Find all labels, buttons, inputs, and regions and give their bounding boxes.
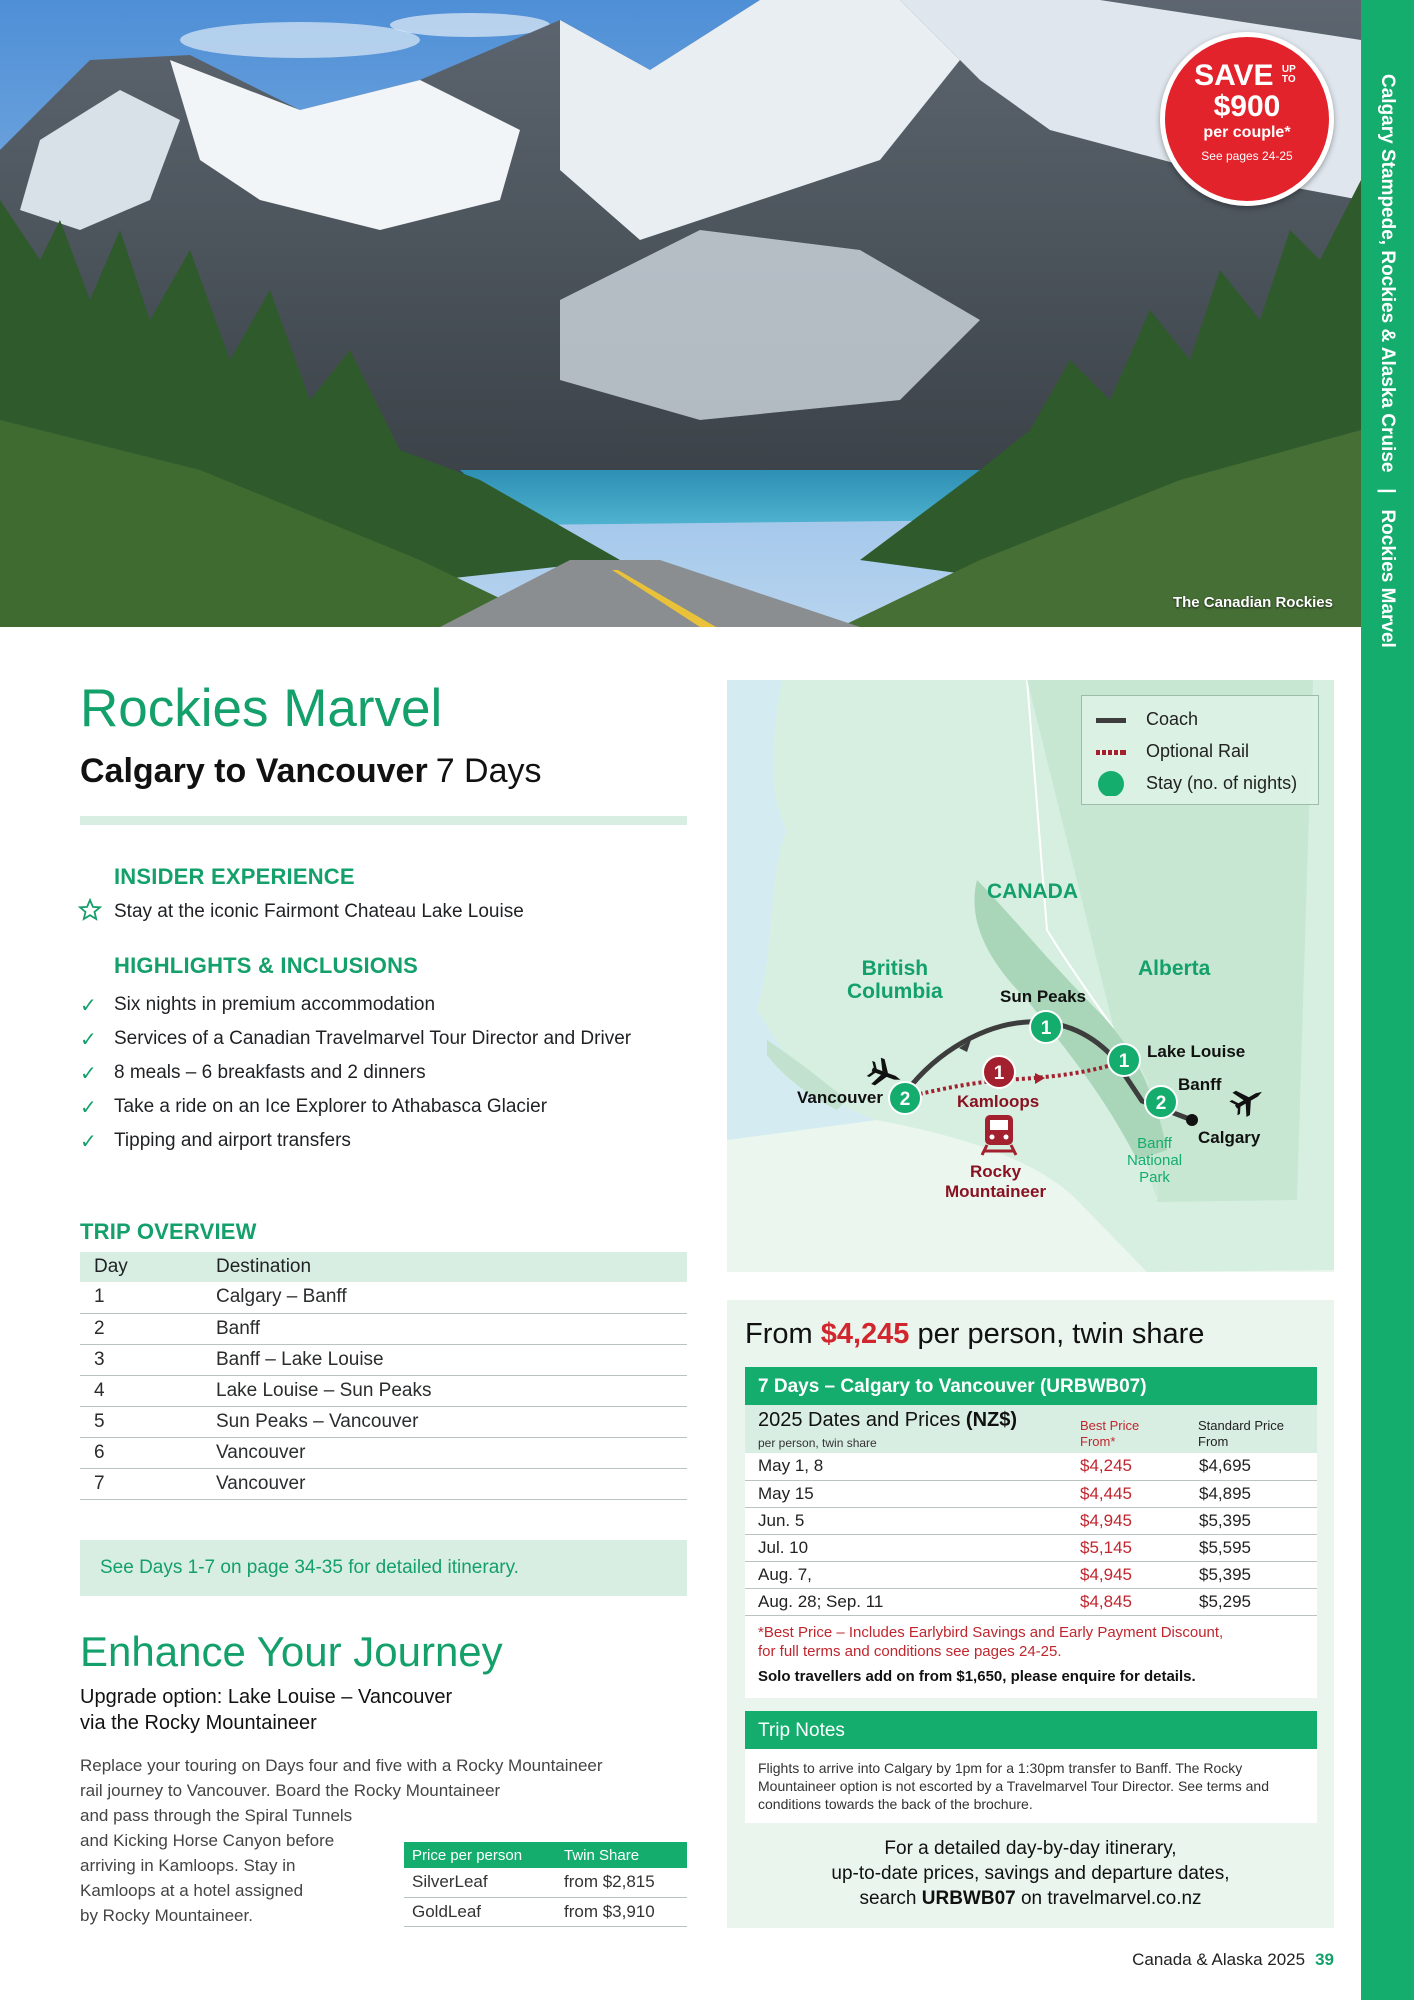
route-map [727,680,1334,1272]
legend-rail: Optional Rail [1146,741,1250,761]
table-row [404,1897,687,1926]
destination-cell: Vancouver [202,1468,687,1499]
hero-image [0,0,1361,627]
trip-notes-heading: Trip Notes [745,1711,1317,1749]
tour-code-bar: 7 Days – Calgary to Vancouver (URBWB07) [745,1367,1317,1405]
standard-price-cell: $4,695 [1199,1453,1317,1480]
highlights-heading: HIGHLIGHTS & INCLUSIONS [114,953,419,978]
from-price: $4,245 [820,1318,910,1350]
from-prefix: From [745,1318,813,1350]
upgrade-line: Upgrade option: Lake Louise – Vancouver [80,1686,453,1708]
badge-see-pages: See pages 24-25 [1201,149,1293,163]
map-label-bc [847,957,943,1003]
col-price-per-person: Price per person [404,1842,556,1868]
dates-subtitle: per person, twin share [758,1436,877,1450]
trip-notes-text: Flights to arrive into Calgary by 1pm for a 1:30pm transfer to Banff. The Rocky Mountaineer option is not escorted by a Travelmarvel Tour Director. See terms and conditions towards the back of the brochure. [758,1760,1269,1812]
overview-heading: TRIP OVERVIEW [80,1219,257,1244]
table-row [80,1406,687,1437]
best-price-cell: $4,445 [1080,1480,1199,1507]
destination-cell: Vancouver [202,1437,687,1468]
destination-cell: Banff [202,1313,687,1344]
date-cell: Jun. 5 [745,1507,1080,1534]
cta-website[interactable]: on travelmarvel.co.nz [1015,1888,1202,1909]
destination-cell: Lake Louise – Sun Peaks [202,1375,687,1406]
dates-currency: (NZ$) [965,1409,1018,1431]
cta-line: For a detailed day-by-day itinerary, [884,1838,1177,1859]
best-price-header [1080,1418,1139,1450]
header-line: Best Price [1080,1418,1140,1433]
highlight-item: Services of a Canadian Travelmarvel Tour Director and Driver [114,1028,632,1049]
table-row [745,1507,1317,1534]
map-label-line: Banff [1137,1135,1172,1152]
map-label-banff: Banff [1178,1075,1222,1094]
table-header-row [80,1252,687,1282]
col-destination: Destination [202,1252,687,1282]
map-label-alberta: Alberta [1138,957,1211,980]
price-cell: from $3,910 [556,1897,687,1926]
upgrade-option [80,1684,452,1736]
table-row [80,1282,687,1313]
destination-cell: Sun Peaks – Vancouver [202,1406,687,1437]
body-line: arriving in Kamloops. Stay in [80,1856,296,1875]
check-icon: ✓ [80,1063,97,1085]
day-cell: 7 [80,1468,202,1499]
standard-price-cell: $5,395 [1199,1561,1317,1588]
table-row [80,1437,687,1468]
body-line: by Rocky Mountaineer. [80,1906,253,1925]
day-cell: 4 [80,1375,202,1406]
map-label-line: Rocky [970,1162,1022,1181]
page-footer [1132,1950,1334,1970]
check-icon: ✓ [80,1029,97,1051]
class-cell: SilverLeaf [404,1868,556,1897]
enhance-title: Enhance Your Journey [80,1628,503,1675]
map-label-line: Park [1139,1169,1170,1186]
dates-title [758,1409,1017,1432]
legend-coach: Coach [1146,709,1199,729]
table-row [404,1868,687,1897]
check-icon: ✓ [80,995,97,1017]
note-line: for full terms and conditions see pages 24-25. [758,1643,1062,1660]
highlight-item: Take a ride on an Ice Explorer to Athabasca Glacier [114,1096,548,1117]
map-label-kamloops: Kamloops [957,1092,1040,1111]
day-cell: 5 [80,1406,202,1437]
tour-subtitle [80,752,542,791]
stay-nights-kamloops: 1 [993,1063,1005,1084]
upgrade-price-table [404,1842,687,1927]
body-line: Replace your touring on Days four and five with a Rocky Mountaineer [80,1756,603,1775]
tour-code: URBWB07 [921,1888,1016,1909]
date-cell: Aug. 7, [745,1561,1080,1588]
check-icon: ✓ [80,1097,97,1119]
stay-nights-vancouver: 2 [899,1089,911,1110]
table-row [745,1480,1317,1507]
check-icon: ✓ [80,1131,97,1153]
date-cell: May 15 [745,1480,1080,1507]
badge-save: SAVE [1194,59,1274,92]
best-price-cell: $4,945 [1080,1561,1199,1588]
map-label-sun-peaks: Sun Peaks [1000,987,1086,1006]
side-strip [1361,0,1414,2000]
note-line: *Best Price – Includes Earlybird Savings and Early Payment Discount, [758,1624,1224,1641]
header-line: Standard Price [1198,1418,1284,1433]
best-price-cell: $4,245 [1080,1453,1199,1480]
legend-swatches [1094,706,1134,796]
header-line: From* [1080,1434,1116,1449]
standard-price-cell: $4,895 [1199,1480,1317,1507]
stay-nights-lake-louise: 1 [1118,1051,1130,1072]
call-to-action [727,1836,1334,1911]
best-price-cell: $5,145 [1080,1534,1199,1561]
hero-caption: The Canadian Rockies [1172,594,1333,611]
best-price-cell: $4,945 [1080,1507,1199,1534]
highlight-item: Six nights in premium accommodation [114,994,436,1015]
stay-swatch [1098,771,1124,796]
map-label-rocky-mountaineer [945,1162,1046,1202]
tour-title: Rockies Marvel [80,679,443,738]
day-cell: 1 [80,1282,202,1313]
table-header-row [404,1842,687,1868]
table-row [80,1468,687,1499]
page-number: 39 [1315,1950,1334,1969]
body-line: Kamloops at a hotel assigned [80,1881,304,1900]
highlight-item: 8 meals – 6 breakfasts and 2 dinners [114,1062,426,1083]
side-strip-text: Calgary Stampede, Rockies & Alaska Cruise | Rockies Marvel [1377,74,1398,648]
coach-swatch [1096,718,1126,723]
best-price-cell: $4,845 [1080,1588,1199,1615]
highlight-item: Tipping and airport transfers [114,1130,351,1151]
trip-overview-table [80,1252,687,1500]
standard-price-header [1198,1418,1284,1450]
table-row [80,1344,687,1375]
badge-up-to: UP TO [1281,64,1296,85]
header-line: From [1198,1434,1229,1449]
date-cell: Jul. 10 [745,1534,1080,1561]
upgrade-line: via the Rocky Mountaineer [80,1712,317,1734]
standard-price-cell: $5,395 [1199,1507,1317,1534]
solo-traveller-note: Solo travellers add on from $1,650, please enquire for details. [758,1668,1196,1685]
cta-text: search [859,1888,922,1909]
map-label-calgary: Calgary [1198,1128,1261,1147]
table-row [745,1561,1317,1588]
badge-per: per couple* [1203,124,1291,141]
save-badge [1160,32,1334,206]
table-row [80,1375,687,1406]
body-line: and Kicking Horse Canyon before [80,1831,335,1850]
stay-nights-sun-peaks: 1 [1040,1018,1052,1039]
cta-line [727,1886,1334,1911]
legend-stay: Stay (no. of nights) [1146,773,1298,793]
tour-route: Calgary to Vancouver [80,752,428,790]
day-cell: 2 [80,1313,202,1344]
from-suffix: per person, twin share [917,1318,1205,1350]
class-cell: GoldLeaf [404,1897,556,1926]
col-day: Day [80,1252,202,1282]
table-row [745,1453,1317,1480]
map-label-canada: CANADA [987,880,1078,903]
date-cell: May 1, 8 [745,1453,1080,1480]
col-twin-share: Twin Share [556,1842,687,1868]
destination-cell: Calgary – Banff [202,1282,687,1313]
tour-duration: 7 Days [435,752,542,790]
table-row [80,1313,687,1344]
table-row [745,1588,1317,1615]
map-label-line: Mountaineer [945,1182,1047,1201]
standard-price-cell: $5,595 [1199,1534,1317,1561]
price-cell: from $2,815 [556,1868,687,1897]
insider-item: Stay at the iconic Fairmont Chateau Lake Louise [114,901,524,922]
dates-prices-table [745,1453,1317,1616]
best-price-note [758,1623,1223,1661]
standard-price-cell: $5,295 [1199,1588,1317,1615]
day-cell: 3 [80,1344,202,1375]
badge-amount: $900 [1213,90,1281,123]
map-legend [1081,695,1319,805]
table-row [745,1534,1317,1561]
map-label-line: National [1127,1152,1183,1169]
map-label-vancouver: Vancouver [797,1088,883,1107]
body-line: and pass through the Spiral Tunnels [80,1806,353,1825]
from-price-line [745,1318,1204,1351]
insider-heading: INSIDER EXPERIENCE [114,864,355,889]
map-label-lake-louise: Lake Louise [1147,1042,1246,1061]
map-label-banff-park [1127,1135,1182,1186]
dates-title-text: 2025 Dates and Prices [758,1409,966,1431]
map-label-line: Columbia [847,980,943,1003]
stay-nights-banff: 2 [1155,1093,1167,1114]
destination-cell: Banff – Lake Louise [202,1344,687,1375]
day-cell: 6 [80,1437,202,1468]
footer-label: Canada & Alaska 2025 [1132,1950,1306,1969]
title-divider [80,816,687,825]
date-cell: Aug. 28; Sep. 11 [745,1588,1080,1615]
cta-line: up-to-date prices, savings and departure dates, [831,1863,1230,1884]
star-icon [78,898,102,922]
itinerary-note: See Days 1-7 on page 34-35 for detailed itinerary. [80,1540,687,1596]
map-label-line: British [861,957,929,980]
body-line: rail journey to Vancouver. Board the Rocky Mountaineer [80,1781,501,1800]
